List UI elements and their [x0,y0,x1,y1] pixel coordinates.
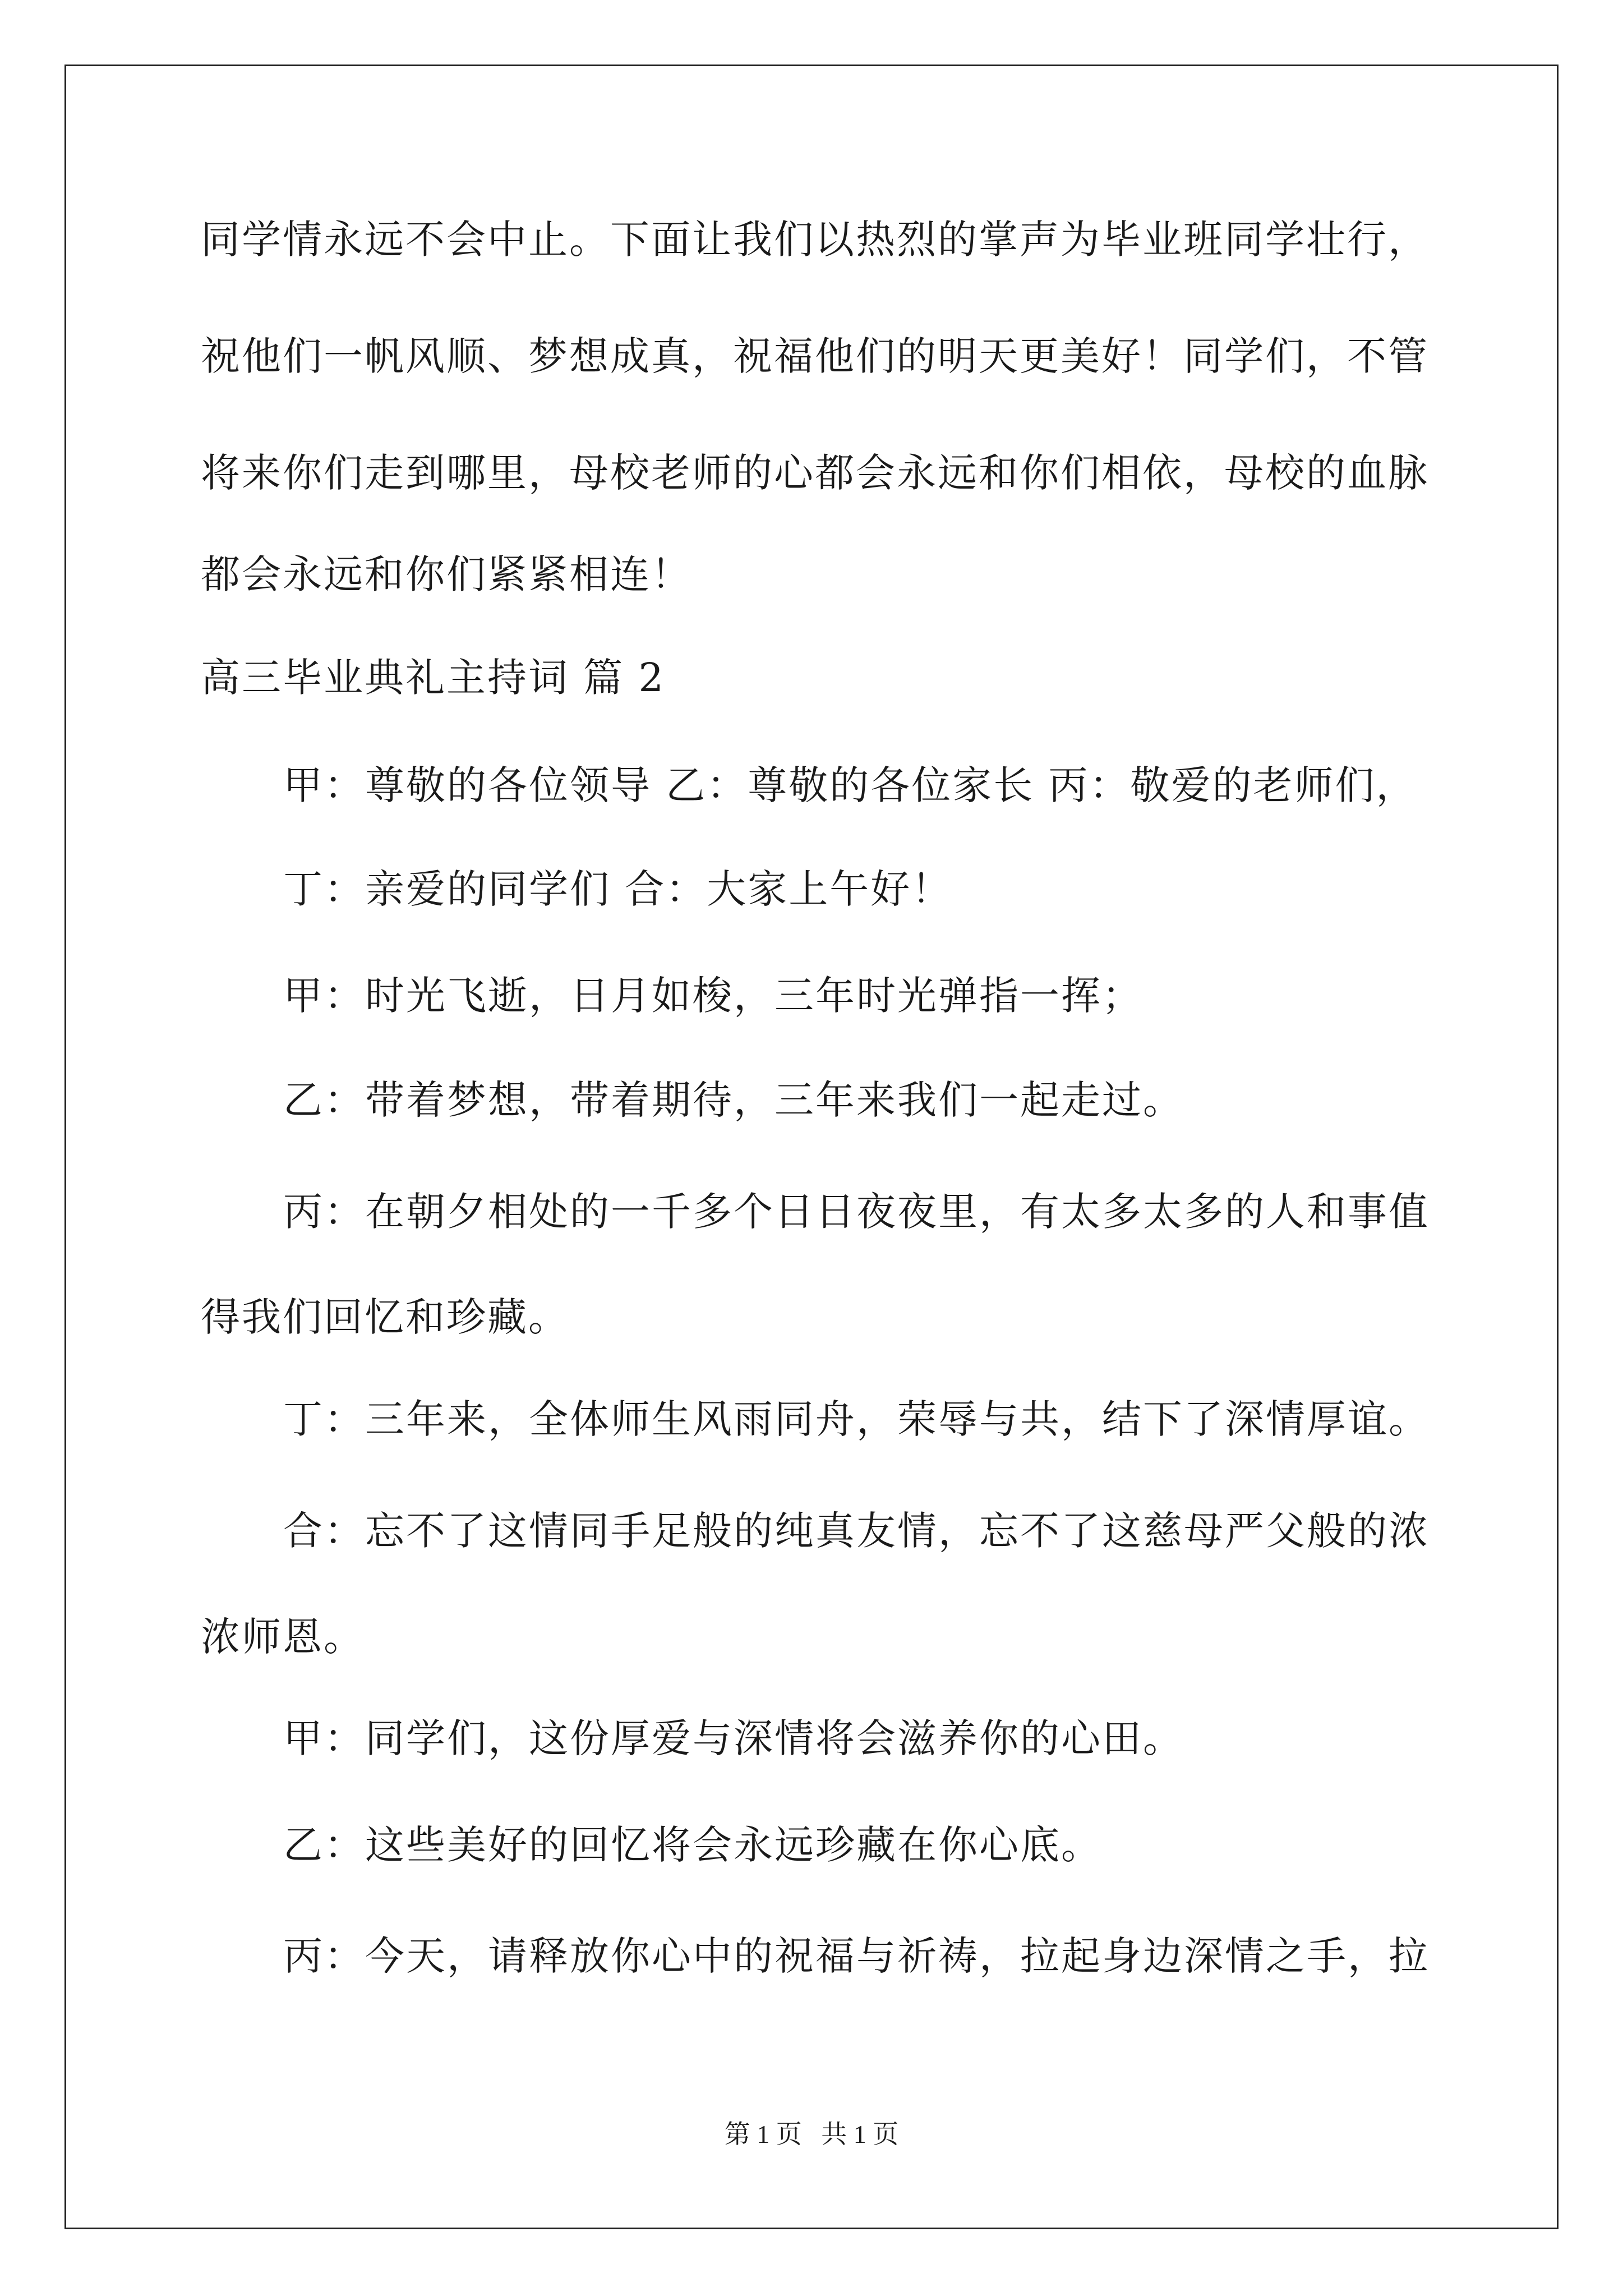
body-line: 甲：尊敬的各位领导 乙：尊敬的各位家长 丙：敬爱的老师们， [283,762,1417,808]
body-line: 将来你们走到哪里，母校老师的心都会永远和你们相依，母校的血脉 [201,450,1429,496]
body-line: 祝他们一帆风顺、梦想成真，祝福他们的明天更美好！同学们，不管 [201,333,1429,379]
body-line: 甲：同学们，这份厚爱与深情将会滋养你的心田。 [283,1715,1184,1761]
body-line: 同学情永远不会中止。下面让我们以热烈的掌声为毕业班同学壮行， [201,217,1429,263]
body-line: 都会永远和你们紧紧相连！ [201,551,692,597]
body-line: 乙：带着梦想，带着期待，三年来我们一起走过。 [283,1077,1184,1123]
body-line: 合：忘不了这情同手足般的纯真友情，忘不了这慈母严父般的浓 [283,1508,1430,1554]
body-line: 浓师恩。 [201,1614,365,1660]
page-border [64,65,1559,2229]
body-line: 丙：今天，请释放你心中的祝福与祈祷，拉起身边深情之手，拉 [283,1933,1430,1979]
body-line: 甲：时光飞逝，日月如梭，三年时光弹指一挥； [283,973,1143,1019]
body-line: 丁：三年来，全体师生风雨同舟，荣辱与共，结下了深情厚谊。 [283,1396,1430,1442]
section-heading: 高三毕业典礼主持词 篇 2 [201,655,666,701]
body-line: 得我们回忆和珍藏。 [201,1294,569,1340]
body-line: 丁：亲爱的同学们 合：大家上午好！ [283,866,953,912]
body-line: 乙：这些美好的回忆将会永远珍藏在你心底。 [283,1822,1102,1868]
body-line: 丙：在朝夕相处的一千多个日日夜夜里，有太多太多的人和事值 [283,1189,1430,1235]
page-number-footer: 第 1 页 共 1 页 [724,2120,899,2148]
